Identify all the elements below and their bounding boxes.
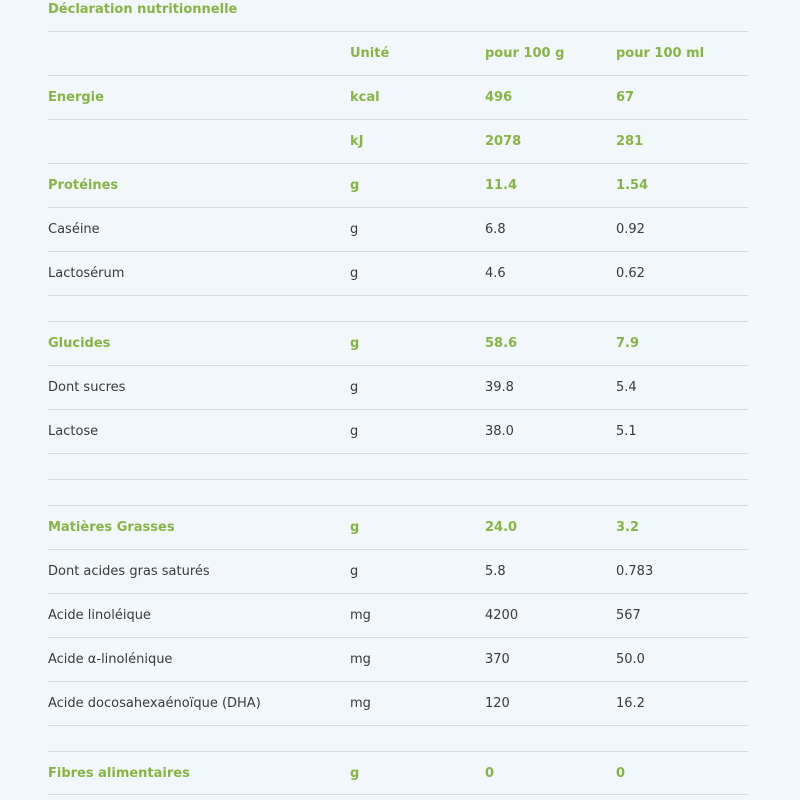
per-100ml-cell: 0.783: [616, 564, 654, 579]
per-100ml-cell: 3.2: [616, 520, 640, 535]
unit-cell: g: [350, 424, 359, 439]
unit-cell: mg: [350, 652, 371, 667]
table-row: [48, 365, 748, 409]
unit-cell: g: [350, 564, 359, 579]
unit-cell: g: [350, 336, 360, 351]
table-group-row: [48, 163, 748, 207]
table-row: [48, 549, 748, 593]
per-100ml-cell: 7.9: [616, 336, 640, 351]
row-label: Acide α-linolénique: [48, 652, 173, 667]
row-label: Energie: [48, 90, 104, 105]
per-100g-cell: 58.6: [485, 336, 518, 351]
per-100g-cell: 370: [485, 652, 510, 667]
per-100ml-cell: 50.0: [616, 652, 645, 667]
per-100ml-cell: pour 100 ml: [616, 46, 705, 61]
table-spacer-row: [48, 725, 748, 751]
unit-cell: mg: [350, 696, 371, 711]
row-label: Acide linoléique: [48, 608, 151, 623]
per-100g-cell: 5.8: [485, 564, 506, 579]
table-group-row: [48, 75, 748, 119]
unit-cell: mg: [350, 608, 371, 623]
row-label: Dont acides gras saturés: [48, 564, 210, 579]
per-100ml-cell: 16.2: [616, 696, 645, 711]
unit-cell: kcal: [350, 90, 380, 105]
per-100ml-cell: 67: [616, 90, 635, 105]
per-100ml-cell: 0.92: [616, 222, 645, 237]
unit-cell: Unité: [350, 46, 390, 61]
per-100ml-cell: 1.54: [616, 178, 649, 193]
table-group-row: [48, 751, 748, 795]
per-100g-cell: 6.8: [485, 222, 506, 237]
per-100ml-cell: 567: [616, 608, 641, 623]
per-100ml-cell: 0.62: [616, 266, 645, 281]
row-label: Matières Grasses: [48, 520, 175, 535]
unit-cell: g: [350, 766, 360, 781]
table-row: [48, 681, 748, 725]
unit-cell: g: [350, 178, 360, 193]
per-100g-cell: 120: [485, 696, 510, 711]
per-100ml-cell: 5.4: [616, 380, 637, 395]
per-100ml-cell: 5.1: [616, 424, 637, 439]
per-100g-cell: 4200: [485, 608, 519, 623]
table-row: [48, 207, 748, 251]
row-label: Protéines: [48, 178, 119, 193]
unit-cell: g: [350, 520, 360, 535]
row-label: Fibres alimentaires: [48, 766, 190, 781]
per-100g-cell: 2078: [485, 134, 522, 149]
row-label: Lactose: [48, 424, 99, 439]
table-row: [48, 251, 748, 295]
row-label: Glucides: [48, 336, 111, 351]
row-label: Dont sucres: [48, 380, 126, 395]
unit-cell: g: [350, 380, 359, 395]
table-row: [48, 409, 748, 453]
per-100g-cell: 4.6: [485, 266, 506, 281]
table-group-row: [48, 321, 748, 365]
per-100g-cell: 38.0: [485, 424, 514, 439]
row-label: Caséine: [48, 222, 100, 237]
nutrition-table: [48, 31, 748, 795]
table-row: [48, 593, 748, 637]
per-100g-cell: 39.8: [485, 380, 514, 395]
unit-cell: g: [350, 222, 359, 237]
table-spacer-row: [48, 453, 748, 479]
table-header-row: [48, 31, 748, 75]
per-100g-cell: 0: [485, 766, 495, 781]
per-100ml-cell: 281: [616, 134, 644, 149]
per-100g-cell: 496: [485, 90, 513, 105]
per-100ml-cell: 0: [616, 766, 626, 781]
per-100g-cell: pour 100 g: [485, 46, 565, 61]
table-row: [48, 637, 748, 681]
table-spacer-row: [48, 479, 748, 505]
per-100g-cell: 11.4: [485, 178, 518, 193]
unit-cell: kJ: [350, 134, 364, 149]
per-100g-cell: 24.0: [485, 520, 518, 535]
unit-cell: g: [350, 266, 359, 281]
row-label: Lactosérum: [48, 266, 125, 281]
row-label: Acide docosahexaénoïque (DHA): [48, 696, 261, 711]
table-spacer-row: [48, 295, 748, 321]
table-group-row: [48, 505, 748, 549]
table-group-row: [48, 119, 748, 163]
table-title: Déclaration nutritionnelle: [48, 2, 238, 17]
